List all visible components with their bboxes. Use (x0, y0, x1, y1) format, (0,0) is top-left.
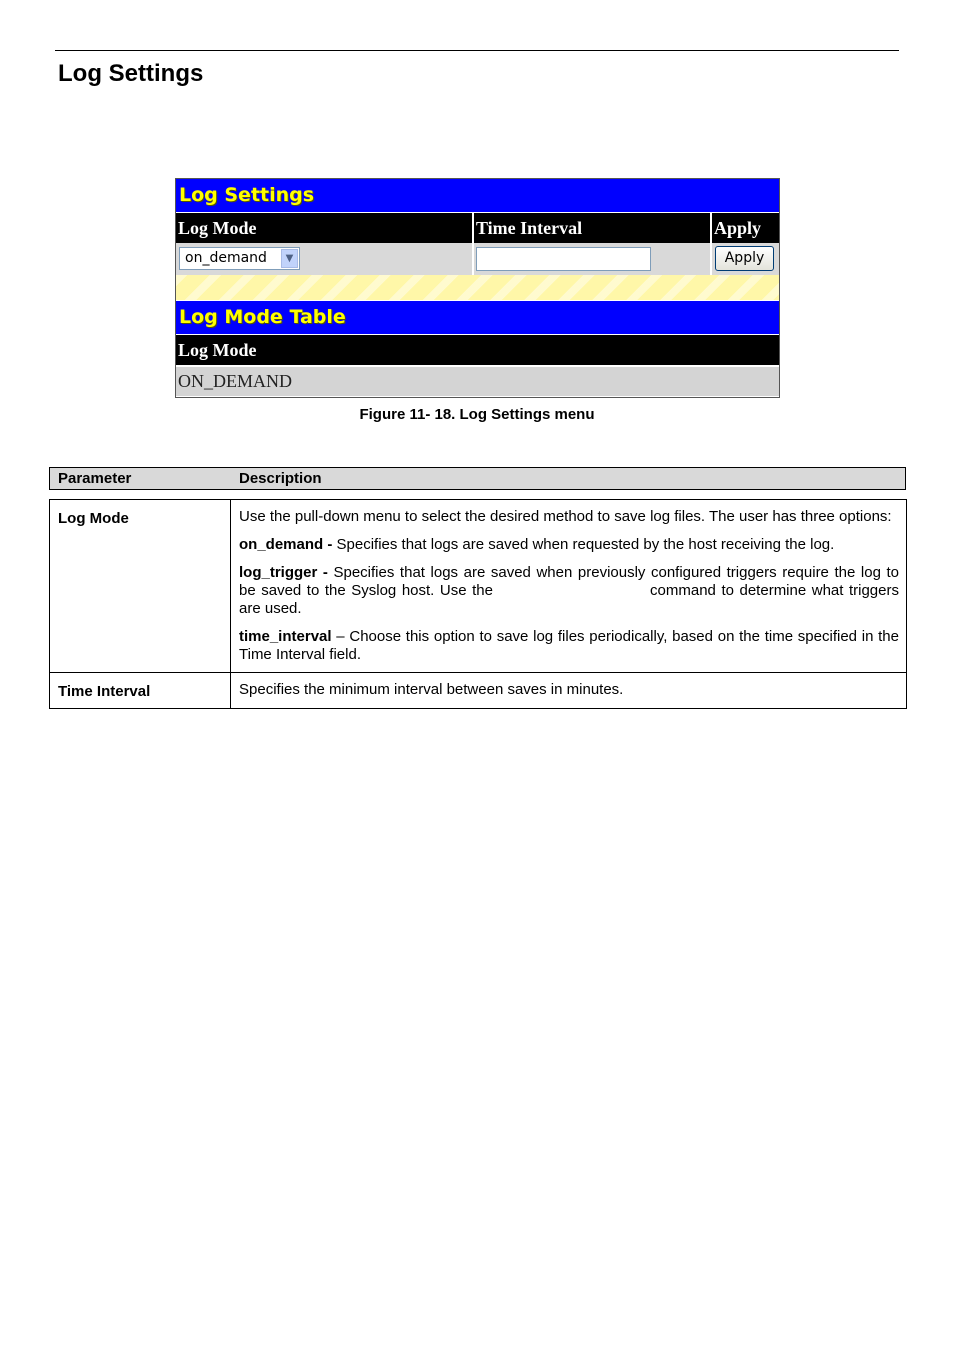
header-description: Description (239, 470, 322, 487)
apply-button[interactable]: Apply (715, 246, 774, 271)
table-row (50, 500, 907, 673)
param-name: Log Mode (50, 500, 231, 673)
param-name: Time Interval (50, 673, 231, 709)
table-row (50, 673, 907, 709)
log-settings-panel (175, 178, 780, 398)
time-interval-input[interactable] (476, 247, 651, 271)
top-rule (55, 50, 899, 51)
option-on-demand (239, 536, 899, 554)
column-time-interval: Time Interval (474, 213, 712, 243)
option-log-trigger (239, 564, 899, 618)
option-text: Specifies that logs are saved when requested by the host receiving the log. (332, 536, 835, 553)
option-term: log_trigger - (239, 564, 328, 581)
param-intro: Use the pull-down menu to select the desired method to save log files. The user has three options: (239, 508, 892, 525)
option-time-interval (239, 628, 899, 664)
figure-caption: Figure 11- 18. Log Settings menu (359, 406, 595, 423)
option-term: time_interval (239, 628, 332, 645)
log-mode-table-value: ON_DEMAND (176, 367, 779, 396)
option-text: – Choose this option to save log files periodically, based on the time specified in the Time Interval field. (239, 628, 899, 663)
page-title: Log Settings (58, 60, 204, 87)
parameter-table (49, 499, 907, 709)
log-mode-table-header: Log Mode Table (176, 301, 779, 335)
column-header-row (176, 213, 779, 243)
column-log-mode: Log Mode (176, 213, 474, 243)
column-apply: Apply (712, 213, 779, 243)
chevron-down-icon[interactable]: ▼ (281, 249, 298, 268)
option-text: command to determine what triggers are used. (239, 582, 899, 617)
log-mode-select-value: on_demand (185, 250, 267, 266)
log-mode-cell (176, 243, 474, 275)
log-mode-select[interactable] (179, 247, 300, 270)
decorative-band (176, 275, 779, 301)
apply-cell (712, 243, 779, 275)
param-description: Specifies the minimum interval between saves in minutes. (231, 673, 907, 709)
panel-header: Log Settings (176, 179, 779, 213)
log-mode-table-column: Log Mode (176, 335, 779, 367)
header-parameter: Parameter (58, 470, 132, 487)
option-term: on_demand - (239, 536, 333, 553)
input-row (176, 243, 779, 275)
time-interval-cell (474, 243, 712, 275)
parameter-table-header (49, 467, 906, 490)
option-text: Specifies that logs are saved when previously configured triggers require the log to be saved to the Syslog host. Use the (239, 564, 899, 599)
param-description (231, 500, 907, 673)
